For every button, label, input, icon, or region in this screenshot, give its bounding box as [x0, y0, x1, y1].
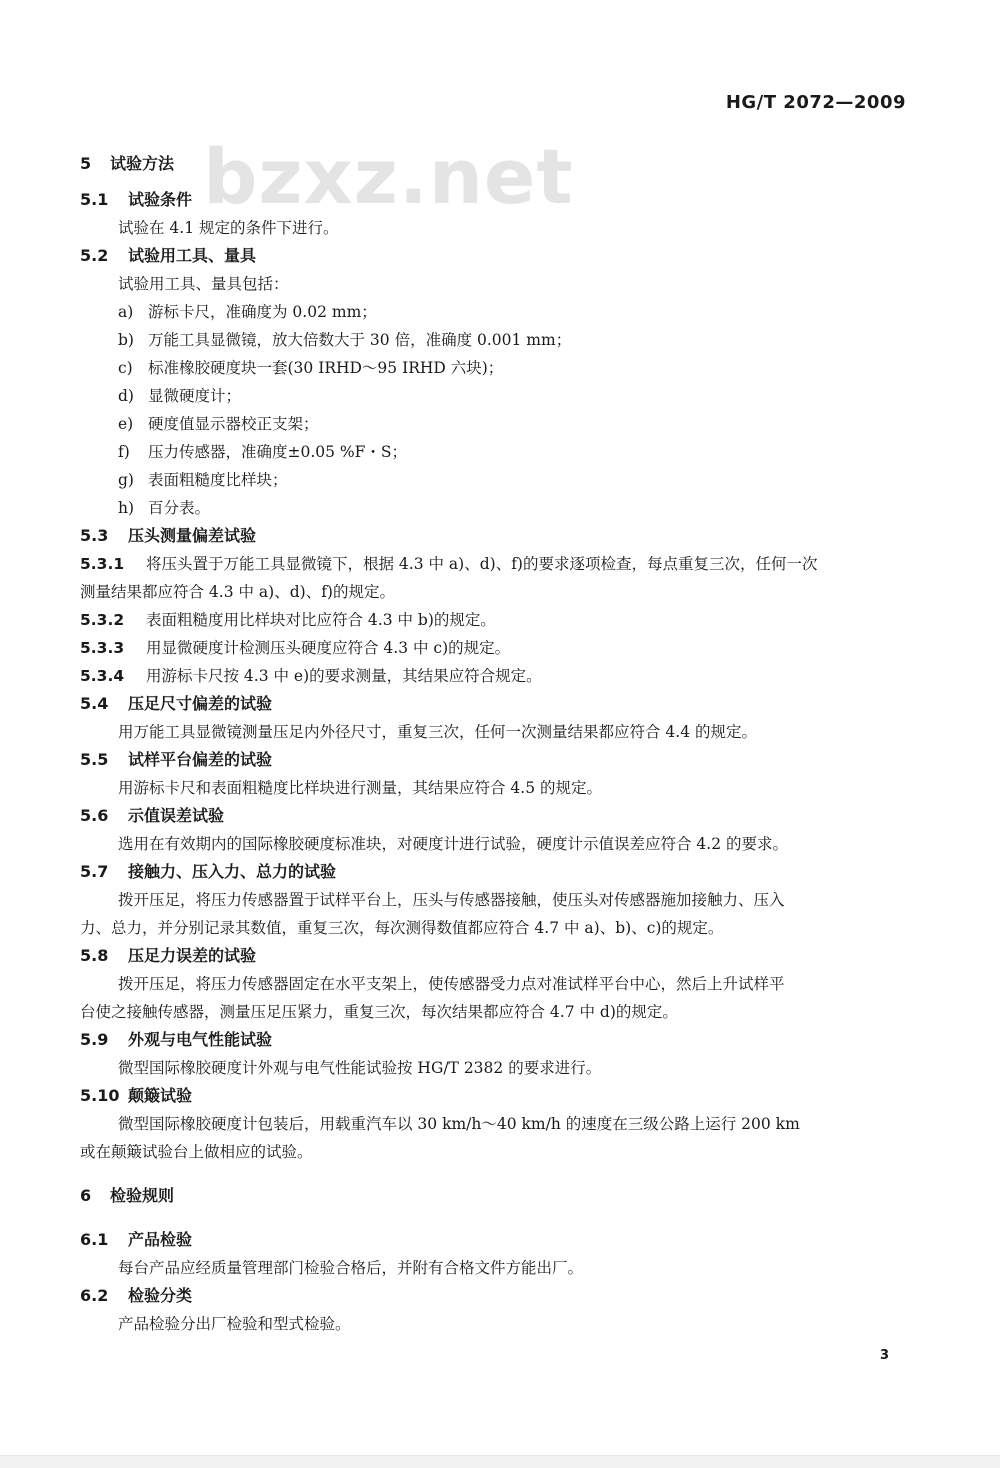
section-number: 5.3 — [80, 526, 109, 545]
document-body — [80, 150, 910, 1338]
section-5-7-heading — [80, 858, 910, 886]
section-title: 接触力、压入力、总力的试验 — [128, 862, 337, 881]
list-text: 硬度值显示器校正支架； — [148, 415, 319, 433]
section-number: 6.2 — [80, 1286, 109, 1305]
list-item — [80, 326, 910, 354]
list-label: c) — [118, 359, 133, 377]
section-title: 试验方法 — [110, 154, 175, 173]
list-item — [80, 466, 910, 494]
section-5-2-heading — [80, 242, 910, 270]
section-6-2-heading — [80, 1282, 910, 1310]
paragraph: 拨开压足，将压力传感器置于试样平台上，压头与传感器接触，使压头对传感器施加接触力、压入 — [118, 891, 785, 909]
list-item — [80, 354, 910, 382]
subclause-text: 将压头置于万能工具显微镜下，根据 4.3 中 a)、d)、f)的要求逐项检查，每点重复三次，任何一次 — [146, 555, 818, 573]
list-text: 表面粗糙度比样块； — [148, 471, 288, 489]
subclause-number: 5.3.3 — [80, 639, 125, 657]
paragraph: 用游标卡尺和表面粗糙度比样块进行测量，其结果应符合 4.5 的规定。 — [118, 779, 603, 797]
section-number: 5.10 — [80, 1086, 120, 1105]
section-6-heading — [80, 1182, 910, 1210]
section-5-6-heading — [80, 802, 910, 830]
paragraph-continuation: 力、总力，并分别记录其数值，重复三次，每次测得数值都应符合 4.7 中 a)、b)、c)的规定。 — [80, 919, 724, 937]
section-5-4-heading — [80, 690, 910, 718]
list-label: e) — [118, 415, 134, 433]
section-5-5-heading — [80, 746, 910, 774]
section-6-1-heading — [80, 1226, 910, 1254]
list-text: 百分表。 — [148, 499, 211, 517]
section-title: 试验用工具、量具 — [128, 246, 257, 265]
list-text: 标准橡胶硬度块一套(30 IRHD～95 IRHD 六块)； — [148, 359, 504, 377]
standard-code: HG/T 2072—2009 — [725, 92, 906, 113]
paragraph: 微型国际橡胶硬度计包装后，用载重汽车以 30 km/h～40 km/h 的速度在三级公路上运行 200 km — [118, 1115, 800, 1133]
list-item — [80, 298, 910, 326]
paragraph: 试验用工具、量具包括： — [118, 275, 289, 293]
paragraph: 微型国际橡胶硬度计外观与电气性能试验按 HG/T 2382 的要求进行。 — [118, 1059, 602, 1077]
paragraph: 产品检验分出厂检验和型式检验。 — [118, 1315, 351, 1333]
section-number: 5.2 — [80, 246, 109, 265]
list-item — [80, 410, 910, 438]
section-number: 6.1 — [80, 1230, 109, 1249]
section-number: 5.9 — [80, 1030, 109, 1049]
section-number: 5.8 — [80, 946, 109, 965]
section-title: 颠簸试验 — [128, 1086, 193, 1105]
list-label: b) — [118, 331, 134, 349]
section-title: 试验条件 — [128, 190, 193, 209]
page-bottom-edge — [0, 1455, 1000, 1468]
section-5-heading — [80, 150, 910, 178]
section-number: 5.5 — [80, 750, 109, 769]
section-title: 试样平台偏差的试验 — [128, 750, 273, 769]
section-number: 5.1 — [80, 190, 109, 209]
section-number: 5.7 — [80, 862, 109, 881]
section-number: 5 — [80, 154, 92, 173]
subclause-5-3-4 — [80, 662, 910, 690]
section-title: 压足尺寸偏差的试验 — [128, 694, 273, 713]
list-text: 显微硬度计； — [148, 387, 242, 405]
paragraph: 每台产品应经质量管理部门检验合格后，并附有合格文件方能出厂。 — [118, 1259, 584, 1277]
section-title: 压足力误差的试验 — [128, 946, 257, 965]
section-number: 5.6 — [80, 806, 109, 825]
list-item — [80, 438, 910, 466]
list-label: d) — [118, 387, 134, 405]
section-title: 产品检验 — [128, 1230, 193, 1249]
subclause-text: 用显微硬度计检测压头硬度应符合 4.3 中 c)的规定。 — [146, 639, 511, 657]
list-item — [80, 494, 910, 522]
paragraph: 用万能工具显微镜测量压足内外径尺寸，重复三次，任何一次测量结果都应符合 4.4 的规定。 — [118, 723, 758, 741]
section-title: 示值误差试验 — [128, 806, 225, 825]
section-5-1-heading — [80, 186, 910, 214]
paragraph-continuation: 台使之接触传感器，测量压足压紧力，重复三次，每次结果都应符合 4.7 中 d)的规定。 — [80, 1003, 678, 1021]
section-title: 外观与电气性能试验 — [128, 1030, 273, 1049]
paragraph-continuation: 或在颠簸试验台上做相应的试验。 — [80, 1143, 313, 1161]
subclause-text: 表面粗糙度用比样块对比应符合 4.3 中 b)的规定。 — [146, 611, 496, 629]
section-title: 检验规则 — [110, 1186, 175, 1205]
list-label: a) — [118, 303, 134, 321]
section-5-8-heading — [80, 942, 910, 970]
subclause-number: 5.3.2 — [80, 611, 125, 629]
section-5-3-heading — [80, 522, 910, 550]
subclause-continuation: 测量结果都应符合 4.3 中 a)、d)、f)的规定。 — [80, 583, 395, 601]
section-number: 5.4 — [80, 694, 109, 713]
subclause-5-3-3 — [80, 634, 910, 662]
page-number: 3 — [879, 1348, 889, 1363]
section-title: 检验分类 — [128, 1286, 193, 1305]
list-label: g) — [118, 471, 134, 489]
subclause-number: 5.3.4 — [80, 667, 125, 685]
list-label: h) — [118, 499, 135, 517]
paragraph: 选用在有效期内的国际橡胶硬度标准块，对硬度计进行试验，硬度计示值误差应符合 4.2 的要求。 — [118, 835, 789, 853]
section-5-10-heading — [80, 1082, 910, 1110]
section-number: 6 — [80, 1186, 92, 1205]
subclause-5-3-2 — [80, 606, 910, 634]
paragraph: 拨开压足，将压力传感器固定在水平支架上，使传感器受力点对准试样平台中心，然后上升试样平 — [118, 975, 785, 993]
section-title: 压头测量偏差试验 — [128, 526, 257, 545]
subclause-text: 用游标卡尺按 4.3 中 e)的要求测量，其结果应符合规定。 — [146, 667, 542, 685]
section-5-9-heading — [80, 1026, 910, 1054]
subclause-5-3-1 — [80, 550, 910, 578]
list-text: 压力传感器，准确度±0.05 %F・S； — [148, 443, 408, 461]
watermark: bzxz.net — [203, 132, 574, 221]
list-item — [80, 382, 910, 410]
list-label: f) — [118, 443, 130, 461]
subclause-number: 5.3.1 — [80, 555, 125, 573]
paragraph: 试验在 4.1 规定的条件下进行。 — [118, 219, 339, 237]
list-text: 万能工具显微镜，放大倍数大于 30 倍，准确度 0.001 mm； — [148, 331, 572, 349]
list-text: 游标卡尺，准确度为 0.02 mm； — [148, 303, 377, 321]
